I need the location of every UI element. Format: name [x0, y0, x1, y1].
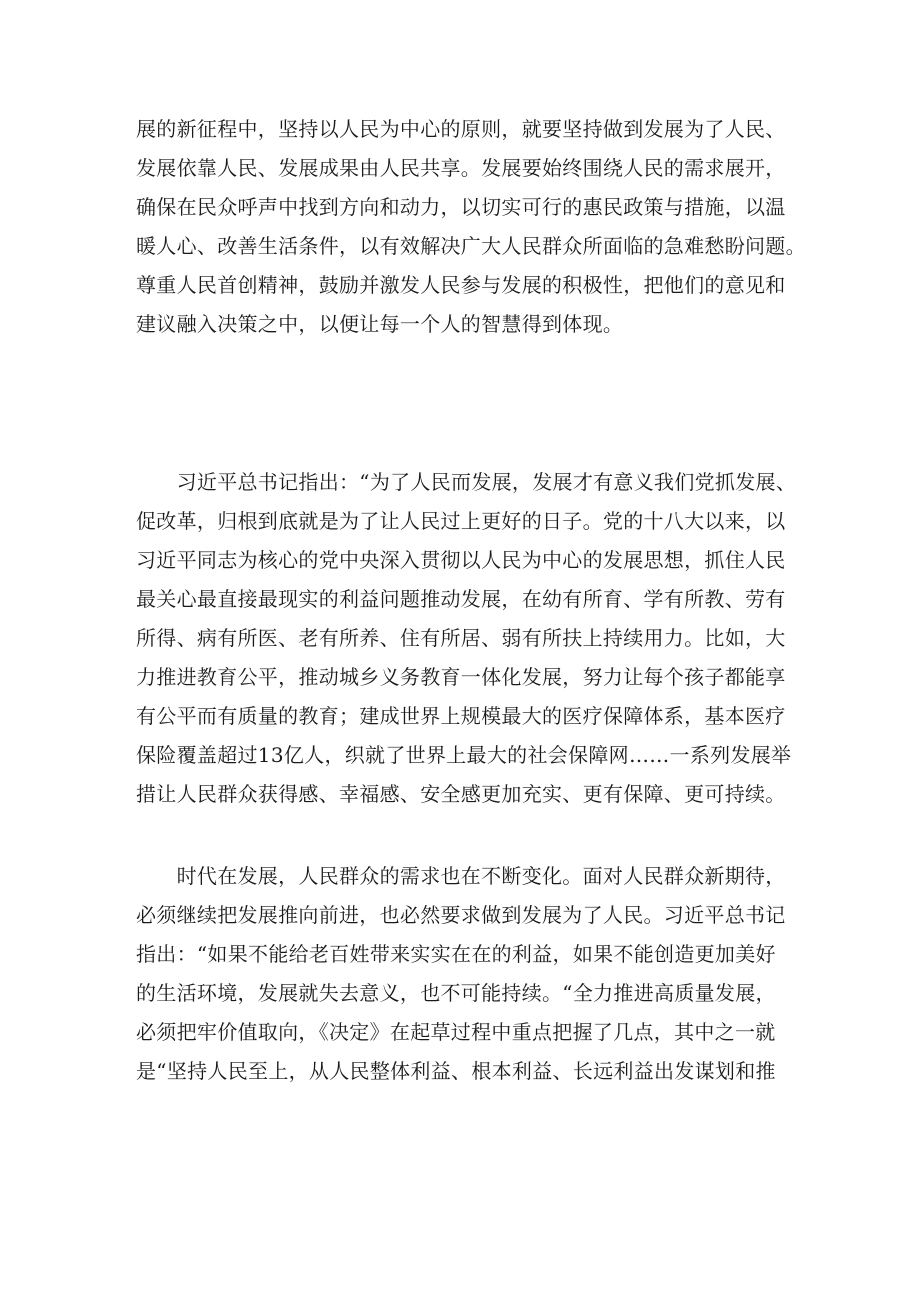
paragraph-2 — [136, 463, 797, 814]
paragraph-line: 有公平而有质量的教育；建成世界上规模最大的医疗保障体系，基本医疗 — [136, 704, 786, 728]
paragraph-3 — [136, 857, 790, 1091]
paragraph-line: 尊重人民首创精神，鼓励并激发人民参与发展的积极性，把他们的意见和 — [136, 273, 786, 297]
paragraph-line: 必须把牢价值取向，《决定》在起草过程中重点把握了几点，其中之一就 — [136, 1020, 776, 1044]
paragraph-line: 力推进教育公平，推动城乡义务教育一体化发展，努力让每个孩子都能享 — [136, 665, 786, 689]
paragraph-line: 必须继续把发展推向前进，也必然要求做到发展为了人民。习近平总书记 — [136, 903, 786, 927]
paragraph-line: 时代在发展，人民群众的需求也在不断变化。面对人民群众新期待， — [136, 864, 786, 888]
paragraph-line: 的生活环境，发展就失去意义，也不可能持续。“全力推进高质量发展， — [136, 981, 776, 1005]
paragraph-line: 确保在民众呼声中找到方向和动力，以切实可行的惠民政策与措施，以温 — [136, 195, 786, 219]
paragraph-line: 建议融入决策之中，以便让每一个人的智慧得到体现。 — [136, 312, 624, 336]
paragraph-line: 促改革，归根到底就是为了让人民过上更好的日子。党的十八大以来，以 — [136, 509, 786, 533]
paragraph-line: 指出：“如果不能给老百姓带来实实在在的利益，如果不能创造更加美好 — [136, 942, 776, 966]
paragraph-line: 习近平总书记指出：“为了人民而发展，发展才有意义我们党抓发展、 — [136, 470, 797, 494]
paragraph-line: 措让人民群众获得感、幸福感、安全感更加充实、更有保障、更可持续。 — [136, 782, 786, 806]
paragraph-line: 是“坚持人民至上，从人民整体利益、根本利益、长远利益出发谋划和推 — [136, 1059, 776, 1083]
paragraph-line: 保险覆盖超过13亿人，织就了世界上最大的社会保障网……一系列发展举 — [136, 743, 792, 767]
paragraph-1 — [136, 110, 806, 344]
paragraph-line: 最关心最直接最现实的利益问题推动发展，在幼有所育、学有所教、劳有 — [136, 587, 786, 611]
paragraph-line: 发展依靠人民、发展成果由人民共享。发展要始终围绕人民的需求展开， — [136, 156, 786, 180]
paragraph-line: 展的新征程中，坚持以人民为中心的原则，就要坚持做到发展为了人民、 — [136, 117, 786, 141]
paragraph-line: 暖人心、改善生活条件，以有效解决广大人民群众所面临的急难愁盼问题。 — [136, 234, 806, 258]
paragraph-line: 习近平同志为核心的党中央深入贯彻以人民为中心的发展思想，抓住人民 — [136, 548, 786, 572]
paragraph-line: 所得、病有所医、老有所养、住有所居、弱有所扶上持续用力。比如，大 — [136, 626, 786, 650]
